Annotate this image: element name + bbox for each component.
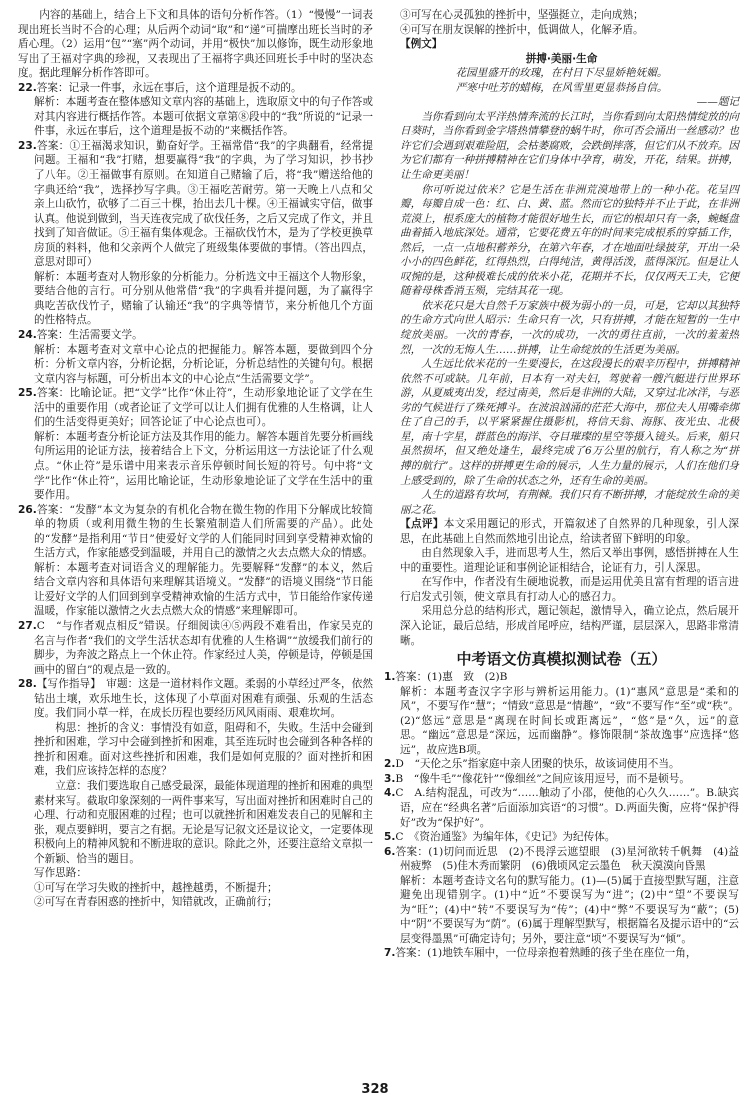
answer-text: 答案：(1)地铁车厢中，一位母亲抱着熟睡的孩子坐在座位一角， [395,947,697,960]
answer-text: 答案：(1)切问而近思 (2)不畏浮云遮望眼 (3)星河欲转千帆舞 (4)益州疲弊 (5)佳木秀而繁阴 (6)俄顷风定云墨色 秋天漠漠向昏黑 [395,845,739,873]
question-5 [384,830,739,845]
question-number: 23. [18,139,37,152]
question-number: 22. [18,81,37,94]
question-number: 5. [384,831,396,844]
question-2 [384,757,739,772]
right-column [384,8,739,961]
answer-text: B “像牛毛”“像花针”“像细丝”之间应该用逗号，而不是顿号。 [395,772,690,785]
question-27 [18,619,373,677]
essay-paragraph: 你可听说过依米？它是生活在非洲荒漠地带上的一种小花。花呈四瓣，每瓣自成一色：红、白、黄、蓝。然而它的独特并不止于此，在非洲荒漠上，根系庞大的植物才能很好地生长，而它的根却只有一条，蜿蜒盘曲着插入地底深处。通常，它要花费五年的时间来完成根系的穿插工作，然后，一点一点地积蓄养分，在第六年春，才在地面吐绿披芽，开出一朵小小的四色鲜花，红得热烈，白得纯洁，黄得活泼，蓝得深沉。但是让人叹惋的是，这种极难长成的依米小花，花期并不长，仅仅两天工夫，它便随着母株香消玉殒，完结其花一现。 [400,183,739,298]
writing-guidance: 【写作指导】 审题：这是一道材料作文题。柔弱的小草经过严冬，依然钻出土壤，欢乐地生长，这体现了小草面对困难有顽强、乐观的生活态度。我们同小草一样，在成长历程也要经历风风雨雨、艰难坎坷。 [34,678,373,720]
question-28 [18,677,373,910]
essay-paragraph: 依米花只是大自然千万家族中极为弱小的一员，可是，它却以其独特的生命方式向世人昭示：生命只有一次，只有拼搏，才能在短暂的一生中绽放美丽。一次的青春，一次的成功，一次的勇往直前，一次的羞羞热烈，一次的无悔人生……拼搏，让生命绽放的生活更为美丽。 [400,299,739,356]
question-26 [18,503,373,619]
comment-text: 在写作中，作者没有生硬地说教，而是运用优美且富有哲理的语言进行启发式引领，使文章具有打动人心的感召力。 [400,576,739,603]
answer-text: 答案：比喻论证。把“文学”比作“休止符”，生动形象地论证了文学在生活中的重要作用（或者论证了文学可以让人们拥有优雅的人生格调，让人们的生活变得更美好；回答论证了中心论点也可）。 [34,387,373,429]
comment-label: 【点评】 [400,518,444,531]
essay-paragraph: 人生远比依米花的一生要漫长，在这段漫长的艰辛历程中，拼搏精神依然不可或缺。几年前，日本有一对夫妇，驾驶着一艘汽艇进行世界环游，从夏威夷出发，经过南美，然后是非洲的大陆，又穿过北冰洋，与恶劣的气候进行了殊死搏斗。在波浪汹涌的茫茫大海中，那位夫人用嘴牵绑住了自己的手，以平紧紧握住摄影机，将信天翁、海豚、夜光虫、北极星，南十字星，群蓝色的海洋、夺目璀璨的星空等摄入镜头。后来，船只虽然损坏，但又绝处逢生，最终完成了6万公里的航行，有人称之为“拼搏的航行”。这样的拼搏更生命的展示，人生力量的展示，人们在他们身上感受到的，除了生命的状态之外，还有生命的美丽。 [400,358,739,487]
question-number: 28. [18,678,37,691]
question-number: 4. [384,787,396,800]
analysis-text: 解析：本题考查对人物形象的分析能力。分析选文中王福这个人物形象，要结合他的言行。可分别从他常借“我”的字典看并提问题，为了赢得字典吃苦砍伐竹子，赌输了认输还“我”的字典等情节，来分析他几个方面的性格特点。 [34,270,373,327]
essay-paragraph: 当你看到向太平洋热情奔流的长江时，当你看到向太阳热情绽放的向日葵时，当你看到金字塔热情攀登的蜗牛时，你可否会涌出一丝感动？也许它们会遇到艰难险阻，会枯萎腐败，会跌倒摔落，但它们从不放弃。因为它们都有一种拼搏精神在它们身体中孕育，萌发，开花，结果。拼搏，让生命更美丽！ [400,110,739,182]
question-6 [384,845,739,947]
analysis-text: 解析：本题考查诗文名句的默写能力。(1)—(5)属于直接型默写题，注意避免出现错别字。(1)中“近”不要误写为“进”；(2)中“望”不要误写为“旺”；(4)中“转”不要误写为“传”；(4)中“弊”不要误写为“蔽”；(5)中“阴”不要误写为“荫”。(6)属于理解型默写，根据篇名及提示语中的“云层变得墨黑”可确定诗句；另外，要注意“顷”不要误写为“倾”。 [400,874,739,945]
answer-text: 答案：(1)惠 致 (2)B [395,671,508,684]
question-4 [384,786,739,830]
left-column [18,8,373,910]
analysis-text: 解析：本题考查在整体感知文章内容的基础上，选取原文中的句子作答或对其内容进行概括作答。本题可依据文章第⑧段中的“我”所说的“记录一件事，永远在事后，这个道理是扳不动的”来概括作答。 [34,96,373,138]
answer-text: 答案：①王福渴求知识，勤奋好学。王福常借“我”的字典翻看，经常提问题。王福和“我”打赌，想要赢得“我”的字典，为了学习知识，抄书抄了八年。②王福做事有原则。在知道自己赌输了后，将“我”赠送给他的字典还给“我”，选择抄写字典。③王福吃苦耐劳。第一天晚上八点和父亲上山砍竹，砍够了二百三十棵，抬出去几十棵。④王福诚实守信，做事认真。他说到做到，当天连夜完成了砍伐任务，之后又完成了作文，并且找到了知音做证。⑤王福有集体观念。王福砍伐竹木，是为了学校更换草房顶的料料，他和父亲两个人做完了班级集体要做的事情。（答出四点，意思对即可） [34,139,373,269]
outline-item: ②可写在青春困惑的挫折中，知错就改，正确前行； [34,896,278,909]
analysis-continued: 内容的基础上，结合上下文和具体的语句分析作答。（1）“慢慢”一词表现出班长当时不合的心理；从后两个动词“取”和“递”可揣摩出班长当时的矛盾心理。（2）运用“包”“塞”两个动词，并用“极快”加以修饰，既生动形象地写出了王福对字典的珍视，又表现出了王福将字典还回班长手中时的坚决态度。据此理解分析作答即可。 [18,9,373,80]
writing-outline-label: 写作思路： [34,867,87,880]
answer-text: 答案：记录一件事，永远在事后，这个道理是扳不动的。 [36,81,302,94]
answer-text: C A.结构混乱，可改为“……触动了小邵，使他的心久久……”。B.缺宾语，应在“经典名著”后面添加宾语“的习惯”。D.两面失衡，应将“保护得好”改为“保护好”。 [395,787,739,829]
question-25 [18,386,373,502]
outline-item: ③可写在心灵孤独的挫折中，坚强挺立，走向成熟； [400,9,644,21]
answer-text: D “天伦之乐”指家庭中亲人团聚的快乐，故该词使用不当。 [395,758,680,771]
question-number: 24. [18,329,37,342]
answer-text: 答案：生活需要文学。 [36,329,143,342]
analysis-text: 解析：本题考查对文章中心论点的把握能力。解答本题，要做到四个分析：分析文章内容，分析论据，分析论证，分析总结性的关键句句。根据文章内容与标题，可分析出本文的中心论点“生活需要文学”。 [34,343,373,385]
page-number: 328 [361,1082,389,1097]
example-essay-label: 【例文】 [400,38,443,51]
question-number: 3. [384,772,396,785]
question-number: 7. [384,947,396,960]
writing-intent: 立意：我们要选取自己感受最深，最能体现道理的挫折和困难的典型素材来写。截取印象深刻的一两件事来写，写出面对挫折和困难时自己的心理、行动和克服困难的过程；也可以就挫折和困难发表自己的见解和主张，观点要鲜明，要言之有据。无论是写记叙文还是议论文，一定要体现积极向上的精神风貌和不断进取的意识。除此之外，还要注意给文章拟一个新颖、恰当的题目。 [34,779,373,865]
outline-item: ①可写在学习失败的挫折中，越挫越勇，不断提升； [34,881,278,894]
outline-item: ④可写在朋友误解的挫折中，低调做人，化解矛盾。 [400,23,644,36]
question-number: 2. [384,758,396,771]
question-7 [384,946,739,961]
analysis-text: 解析：本题考查对词语含义的理解能力。先要解释“发酵”的本义，然后结合文章内容和具体语句来理解其语境义。“发酵”的语境义围绕“节日能让爱好文学的人们回到到享受精神欢愉的生活方式中，节日能给作家传递温暖，作家能以激情之火去点燃大众的情感”来理解即可。 [34,561,373,618]
answer-text: C “与作者观点相反”错误。仔细阅读④⑤两段不难看出，作家吴克的名言与作者“我们的文学生活状态却有优雅的人生格调”“放缓我们前行的脚步，为奔波之路点上一个休止符。作家经过人美，停顿是诗，停顿是国画中的留白”的观点是一致的。 [34,619,373,676]
epigraph-line: 花园里盛开的玫瑰，在村日下尽显娇艳妩媚。 [455,67,668,80]
question-number: 26. [18,503,37,516]
analysis-text: 解析：本题考查汉字字形与辨析运用能力。(1)“惠风”意思是“柔和的风”，不要写作“慧”；“情致”意思是“情趣”，“致”不要写作“至”或“秩”。(2)“悠远”意思是“离现在时间长或距离远”，“悠”是“久，远”的意思。“幽远”意思是“深远，远而幽静”。修饰限制“茶故逸事”应选择“悠远”，故应选B项。 [400,685,739,756]
section-title: 中考语文仿真模拟测试卷（五） [456,650,667,669]
comment-text: 本文采用题记的形式，开篇叙述了自然界的几种现象，引人深思，在此基础上自然而然地引出论点，给读者留下鲜明的印象。 [400,518,740,545]
question-22 [18,81,373,139]
essay-title: 拼搏·美丽·生命 [525,52,598,65]
answer-text: C 《资治通鉴》为编年体，《史记》为纪传体。 [395,831,616,844]
question-number: 6. [384,845,396,858]
epigraph-signature: ——题记 [696,96,739,109]
comment-text: 采用总分总的结构形式，题记领起，激情导入，确立论点，然后展开深入论证，最后总结，形成首尾呼应，结构严谨，层层深入，思路非常清晰。 [400,605,739,647]
epigraph-line: 严寒中吐芳的蜡梅，在风雪里更显恭扬自信。 [455,81,668,94]
question-number: 27. [18,619,37,632]
essay-paragraph: 人生的道路有坎坷，有荆棘。我们只有不断拼搏，才能绽放生命的美丽之花。 [400,489,739,516]
question-3 [384,772,739,787]
question-23 [18,139,373,328]
answer-text: 答案：“发酵”本文为复杂的有机化合物在微生物的作用下分解成比较简单的物质（或利用微生物的生长繁殖制造人们所需要的产品）。此处的“发酵”是指利用“节日”使爱好文学的人们能同时回到享受精神欢愉的生活方式，作家能感受到温暖，并用自己的激情之火去点燃大众的情感。 [34,503,373,560]
writing-conception: 构思：挫折的含义：事情没有如意，阻碍和不，失败。生活中会碰到挫折和困难，学习中会碰到挫折和困难，其至连玩时也会碰到各种各样的挫折和困难。面对这些挫折和困难，我们是如何克服的？面对挫折和困难，我们应该持怎样的态度？ [34,721,373,778]
question-24 [18,328,373,386]
question-number: 1. [384,671,396,684]
analysis-text: 解析：本题考查分析论证方法及其作用的能力。解答本题首先要分析画线句所运用的论证方法，接着结合上下文，分析运用这一方法论证了什么观点。“休止符”是乐谱中用来表示音乐停顿时间长短的符号。句中将“文学”比作“休止符”，运用比喻论证，生动形象地论证了文学在生活中的重要作用。 [34,430,373,502]
comment-text: 由自然现象入手，进而思考人生，然后又举出事例，感悟拼搏在人生中的重要性。道理论证和事例论证相结合，论证有力，引人深思。 [400,547,739,574]
question-1 [384,670,739,757]
question-number: 25. [18,387,37,400]
